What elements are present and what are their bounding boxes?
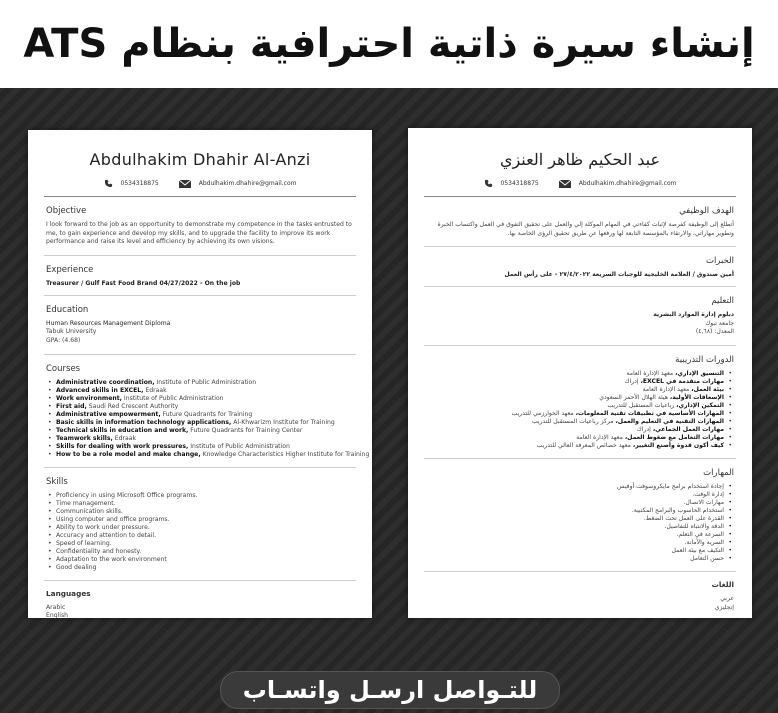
list-item: • Speed of learning.	[56, 540, 354, 548]
list-item: • التكيف مع بيئة العمل	[426, 547, 724, 555]
language-item: إنجليزي	[714, 603, 734, 611]
courses-list	[46, 378, 370, 459]
list-item: • Skills for dealing with work pressures, Institute of Public Administration	[56, 443, 354, 451]
list-item: • Confidentiality and honesty.	[56, 548, 354, 556]
section-title: Skills	[46, 476, 68, 487]
list-item: • Basic skills in information technology applications, Al-Khwarizm Institute for Training	[56, 419, 354, 427]
list-item: • بيئة العمل، معهد الإدارة العامة	[426, 386, 724, 394]
objective-section	[28, 206, 372, 247]
list-item: • Good dealing	[56, 564, 354, 572]
cta-text: للتـواصل ارسـل واتسـاب	[242, 676, 538, 704]
section-title: المهارات	[703, 467, 734, 478]
section-title: Courses	[46, 363, 81, 374]
objective-text: I look forward to the job as an opportunity to demonstrate my competence in the tasks entrusted to me, to gain experience and develop my skills, and to upgrade the facility to improve its work performance and raise its level and efficiency by achieving its own visions.	[46, 221, 352, 246]
divider	[424, 196, 736, 197]
list-item: • استخدام الحاسوب والبرامج المكتبية.	[426, 507, 724, 515]
experience-line: Treasurer / Gulf Fast Food Brand 04/27/2022 - On the job	[46, 279, 241, 287]
divider	[424, 246, 736, 247]
education-section	[28, 305, 372, 346]
education-line: Human Resources Management Diploma	[46, 319, 171, 327]
list-item: • Time management.	[56, 500, 354, 508]
list-item: • Teamwork skills, Edraak	[56, 435, 354, 443]
list-item: • Administrative coordination, Institute of Public Administration	[56, 379, 354, 387]
experience-section	[408, 256, 752, 278]
list-item: • Using computer and office programs.	[56, 516, 354, 524]
list-item: • مهارات العمل الجماعي، إدراك	[426, 426, 724, 434]
cv-name: عبد الحكيم ظاهر العنزي	[499, 150, 661, 169]
skills-section	[408, 468, 752, 563]
language-item: Arabic	[46, 603, 66, 611]
language-item: عربي	[720, 594, 734, 602]
contact-row	[28, 179, 372, 188]
list-item: • Ability to work under pressure.	[56, 524, 354, 532]
divider	[44, 467, 356, 468]
section-title: Education	[46, 304, 89, 315]
objective-text: أتطلع إلى الوظيفة كفرصة لإثبات كفاءتي في المهام الموكلة إلي والعمل على تحقيق التفوق في العمل واكتساب الخبرة وتطوير مهاراتي، والارتقاء بالمؤسسة التابعة لها ورفعها عن طريق تحقيق الرؤى الخاصة بها.	[437, 221, 734, 237]
divider	[44, 295, 356, 296]
languages-section	[28, 589, 372, 621]
list-item: • Accuracy and attention to detail.	[56, 532, 354, 540]
list-item: • السرعة في التعلم.	[426, 531, 724, 539]
header-banner	[0, 0, 778, 88]
skills-list	[46, 492, 354, 572]
list-item: • How to be a role model and make change, Knowledge Characteristics Higher Institute for Training	[56, 451, 354, 459]
objective-section	[408, 206, 752, 238]
mail-icon	[559, 180, 571, 188]
language-item: English	[46, 612, 69, 620]
list-item: • التمكين الإداري، رباعيات المستقبل للتدريب	[426, 402, 724, 410]
list-item: • حسن التعامل	[426, 555, 724, 563]
list-item: • المهارات التقنية في التعليم والعمل، مركز رباعيات المستقبل للتدريب	[426, 418, 724, 426]
list-item: • First aid, Saudi Red Crescent Authority	[56, 403, 354, 411]
list-item: • Adaptation to the work environment	[56, 556, 354, 564]
section-title: Languages	[46, 588, 91, 598]
skills-list	[426, 483, 734, 563]
phone-icon	[104, 179, 113, 188]
divider	[44, 580, 356, 581]
contact-whatsapp-banner	[220, 671, 560, 709]
list-item: • المهارات الأساسية في تطبيقات تقنية المعلومات، معهد الخوارزمي للتدريب	[426, 410, 724, 418]
list-item: • مهارات الاتصال.	[426, 499, 724, 507]
courses-section	[28, 364, 372, 459]
languages-section	[408, 580, 752, 612]
email-address: Abdulhakim.dhahire@gmail.com	[198, 180, 297, 187]
experience-section	[28, 265, 372, 287]
courses-list	[426, 370, 734, 450]
cv-name: Abdulhakim Dhahir Al-Anzi	[89, 150, 311, 169]
list-item: • كيف أكون قدوة وأصنع التغيير، معهد خصائص المعرفة العالي للتدريب	[426, 442, 724, 450]
section-title: اللغات	[711, 579, 734, 589]
divider	[424, 286, 736, 287]
list-item: • إجادة استخدام برامج مايكروسوفت أوفيس	[426, 483, 724, 491]
list-item: • Technical skills in education and work, Future Quadrants for Training Center	[56, 427, 354, 435]
skills-section	[28, 477, 372, 572]
courses-section	[408, 355, 752, 450]
education-line: دبلوم إدارة الموارد البشرية	[653, 311, 734, 319]
page-title: إنشاء سيرة ذاتية احترافية بنظام ATS	[23, 21, 755, 67]
section-title: Experience	[46, 264, 94, 275]
section-title: الهدف الوظيفي	[679, 206, 734, 216]
contact-row	[408, 179, 752, 188]
education-line: جامعة تبوك	[705, 319, 734, 327]
education-section	[408, 296, 752, 337]
list-item: • إدارة الوقت.	[426, 491, 724, 499]
divider	[424, 345, 736, 346]
list-item: • Administrative empowerment, Future Quadrants for Training	[56, 411, 354, 419]
list-item: • مهارات التعامل مع ضغوط العمل، معهد الإدارة العامة	[426, 434, 724, 442]
list-item: • السرية والأمانة.	[426, 539, 724, 547]
divider	[424, 571, 736, 572]
list-item: • Work environment, Institute of Public Administration	[56, 395, 354, 403]
english-cv-sheet	[28, 130, 372, 618]
mail-icon	[179, 180, 191, 188]
education-line: Tabuk University	[46, 328, 97, 336]
list-item: • مهارات متقدمة في EXCEL، إدراك	[426, 378, 724, 386]
list-item: • Advanced skills in EXCEL, Edraak	[56, 387, 354, 395]
list-item: • الدقة والانتباه للتفاصيل.	[426, 523, 724, 531]
divider	[424, 458, 736, 459]
section-title: التعليم	[711, 296, 734, 307]
experience-line: أمين صندوق / العلامة الخليجية للوجبات السريعة ٢٧/٤/٢٠٢٢ - على رأس العمل	[504, 271, 734, 279]
divider	[44, 255, 356, 256]
list-item: • القدرة على العمل تحت الضغط.	[426, 515, 724, 523]
phone-icon	[484, 179, 493, 188]
section-title: Objective	[46, 206, 87, 216]
list-item: • الإسعافات الأولية، هيئة الهلال الأحمر السعودي	[426, 394, 724, 402]
list-item: • التنسيق الإداري، معهد الإدارة العامة	[426, 370, 724, 378]
arabic-cv-sheet	[408, 128, 752, 618]
section-title: الدورات التدريبية	[675, 354, 734, 365]
list-item: • Proficiency in using Microsoft Office programs.	[56, 492, 354, 500]
education-line: المعدل: (٤,٦٨)	[695, 328, 734, 336]
list-item: • Communication skills.	[56, 508, 354, 516]
divider	[44, 354, 356, 355]
phone-number: 0534318875	[120, 180, 159, 187]
divider	[44, 196, 356, 197]
email-address: Abdulhakim.dhahire@gmail.com	[578, 180, 677, 187]
section-title: الخبرات	[705, 256, 734, 267]
education-line: GPA: (4.68)	[46, 336, 81, 344]
phone-number: 0534318875	[500, 180, 539, 187]
